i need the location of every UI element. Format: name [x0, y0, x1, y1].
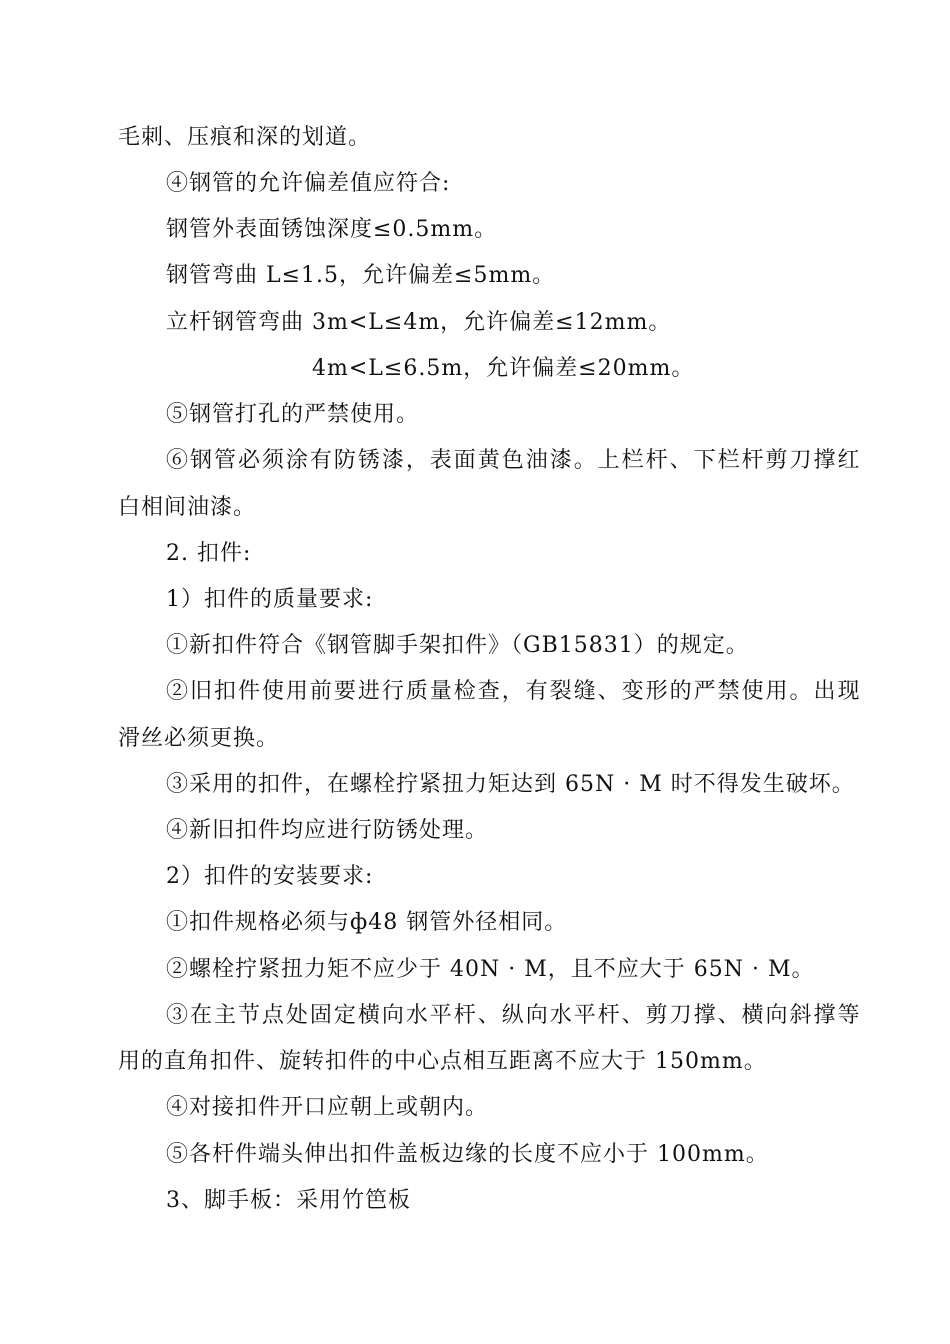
- text-line: 用的直角扣件、旋转扣件的中心点相互距离不应大于 150mm。: [118, 1049, 767, 1074]
- text-line: 立杆钢管弯曲 3m<L≤4m，允许偏差≤12mm。: [166, 310, 672, 335]
- text-line: ⑤各杆件端头伸出扣件盖板边缘的长度不应小于 100mm。: [166, 1142, 769, 1167]
- text-line: 钢管外表面锈蚀深度≤0.5mm。: [166, 217, 498, 242]
- section-heading: 3、脚手板：采用竹笆板: [166, 1188, 411, 1213]
- text-line: 毛刺、压痕和深的划道。: [118, 125, 372, 150]
- text-line: ④对接扣件开口应朝上或朝内。: [166, 1095, 489, 1120]
- section-heading: 2. 扣件:: [166, 541, 252, 566]
- text-line: ⑤钢管打孔的严禁使用。: [166, 402, 420, 427]
- text-line: ③在主节点处固定横向水平杆、纵向水平杆、剪刀撑、横向斜撑等: [166, 1003, 860, 1028]
- text-line: ②旧扣件使用前要进行质量检查，有裂缝、变形的严禁使用。出现: [166, 679, 860, 704]
- text-line: ①新扣件符合《钢管脚手架扣件》（GB15831）的规定。: [166, 633, 749, 658]
- text-line: ②螺栓拧紧扭力矩不应少于 40N · M，且不应大于 65N · M。: [166, 957, 815, 982]
- text-line: 滑丝必须更换。: [118, 726, 280, 751]
- text-line: ④新旧扣件均应进行防锈处理。: [166, 818, 489, 843]
- text-line: ④钢管的允许偏差值应符合:: [166, 171, 451, 196]
- subsection-heading: 2）扣件的安装要求:: [166, 864, 374, 889]
- text-line: ⑥钢管必须涂有防锈漆，表面黄色油漆。上栏杆、下栏杆剪刀撑红: [166, 448, 860, 473]
- subsection-heading: 1）扣件的质量要求:: [166, 587, 374, 612]
- text-line: ③采用的扣件，在螺栓拧紧扭力矩达到 65N · M 时不得发生破坏。: [166, 772, 855, 797]
- text-line: 4m<L≤6.5m，允许偏差≤20mm。: [312, 356, 695, 381]
- text-line: 钢管弯曲 L≤1.5，允许偏差≤5mm。: [166, 263, 556, 288]
- text-line: ①扣件规格必须与ф48 钢管外径相同。: [166, 910, 568, 935]
- text-line: 白相间油漆。: [118, 495, 257, 520]
